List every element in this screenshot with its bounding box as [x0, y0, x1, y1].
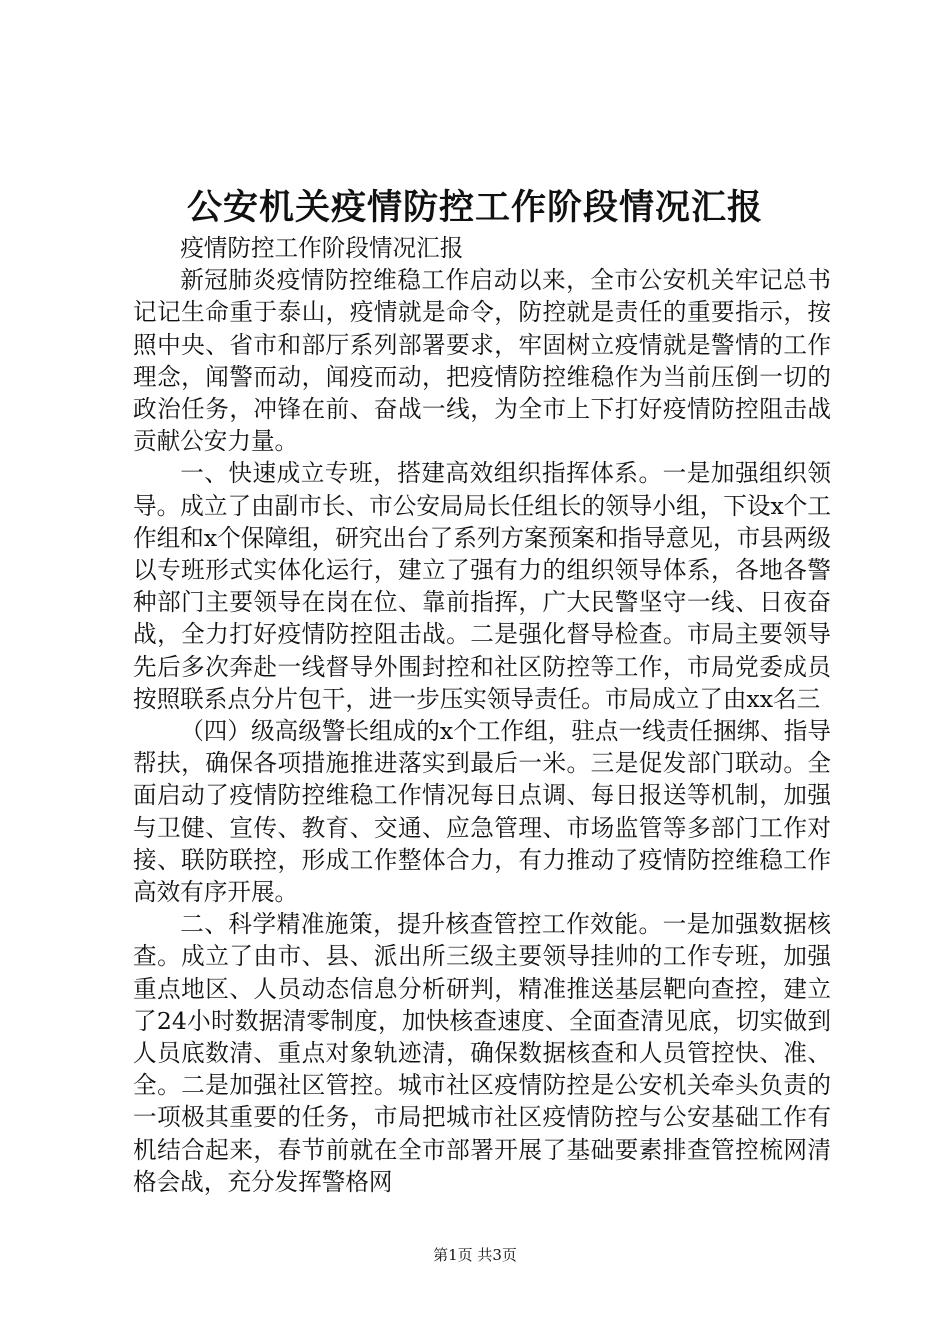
paragraph-section-1-continued: （四）级高级警长组成的x个工作组，驻点一线责任捆绑、指导帮扶，确保各项措施推进落实到最后一米。三是促发部门联动。全面启动了疫情防控维稳工作情况每日点调、每日报送等机制，加强与卫健、宣传、教育、交通、应急管理、市场监管等多部门工作对接、联防联控，形成工作整体合力，有力推动了疫情防控维稳工作高效有序开展。 [133, 717, 831, 907]
page-number-footer: 第1页 共3页 [433, 1246, 517, 1264]
document-title: 公安机关疫情防控工作阶段情况汇报 [186, 187, 763, 228]
paragraph-section-2: 二、科学精准施策，提升核查管控工作效能。一是加强数据核查。成立了由市、县、派出所三级主要领导挂帅的工作专班，加强重点地区、人员动态信息分析研判，精准推送基层靶向查控，建立了24小时数据清零制度，加快核查速度、全面查清见底，切实做到人员底数清、重点对象轨迹清，确保数据核查和人员管控快、准、全。二是加强社区管控。城市社区疫情防控是公安机关牵头负责的一项极其重要的任务，市局把城市社区疫情防控与公安基础工作有机结合起来，春节前就在全市部署开展了基础要素排查管控梳网清格会战，充分发挥警格网 [133, 910, 831, 1196]
paragraph-intro: 新冠肺炎疫情防控维稳工作启动以来，全市公安机关牢记总书记记生命重于泰山，疫情就是命令，防控就是责任的重要指示，按照中央、省市和部厅系列部署要求，牢固树立疫情就是警情的工作理念，闻警而动，闻疫而动，把疫情防控维稳作为当前压倒一切的政治任务，冲锋在前、奋战一线，为全市上下打好疫情防控阻击战贡献公安力量。 [133, 266, 831, 456]
paragraph-subtitle: 疫情防控工作阶段情况汇报 [180, 234, 464, 262]
document-body [133, 232, 831, 1198]
paragraph-section-1: 一、快速成立专班，搭建高效组织指挥体系。一是加强组织领导。成立了由副市长、市公安局局长任组长的领导小组，下设x个工作组和x个保障组，研究出台了系列方案预案和指导意见，市县两级以专班形式实体化运行，建立了强有力的组织领导体系，各地各警种部门主要领导在岗在位、靠前指挥，广大民警坚守一线、日夜奋战，全力打好疫情防控阻击战。二是强化督导检查。市局主要领导先后多次奔赴一线督导外围封控和社区防控等工作，市局党委成员按照联系点分片包干，进一步压实领导责任。市局成立了由xx名三 [133, 459, 831, 713]
